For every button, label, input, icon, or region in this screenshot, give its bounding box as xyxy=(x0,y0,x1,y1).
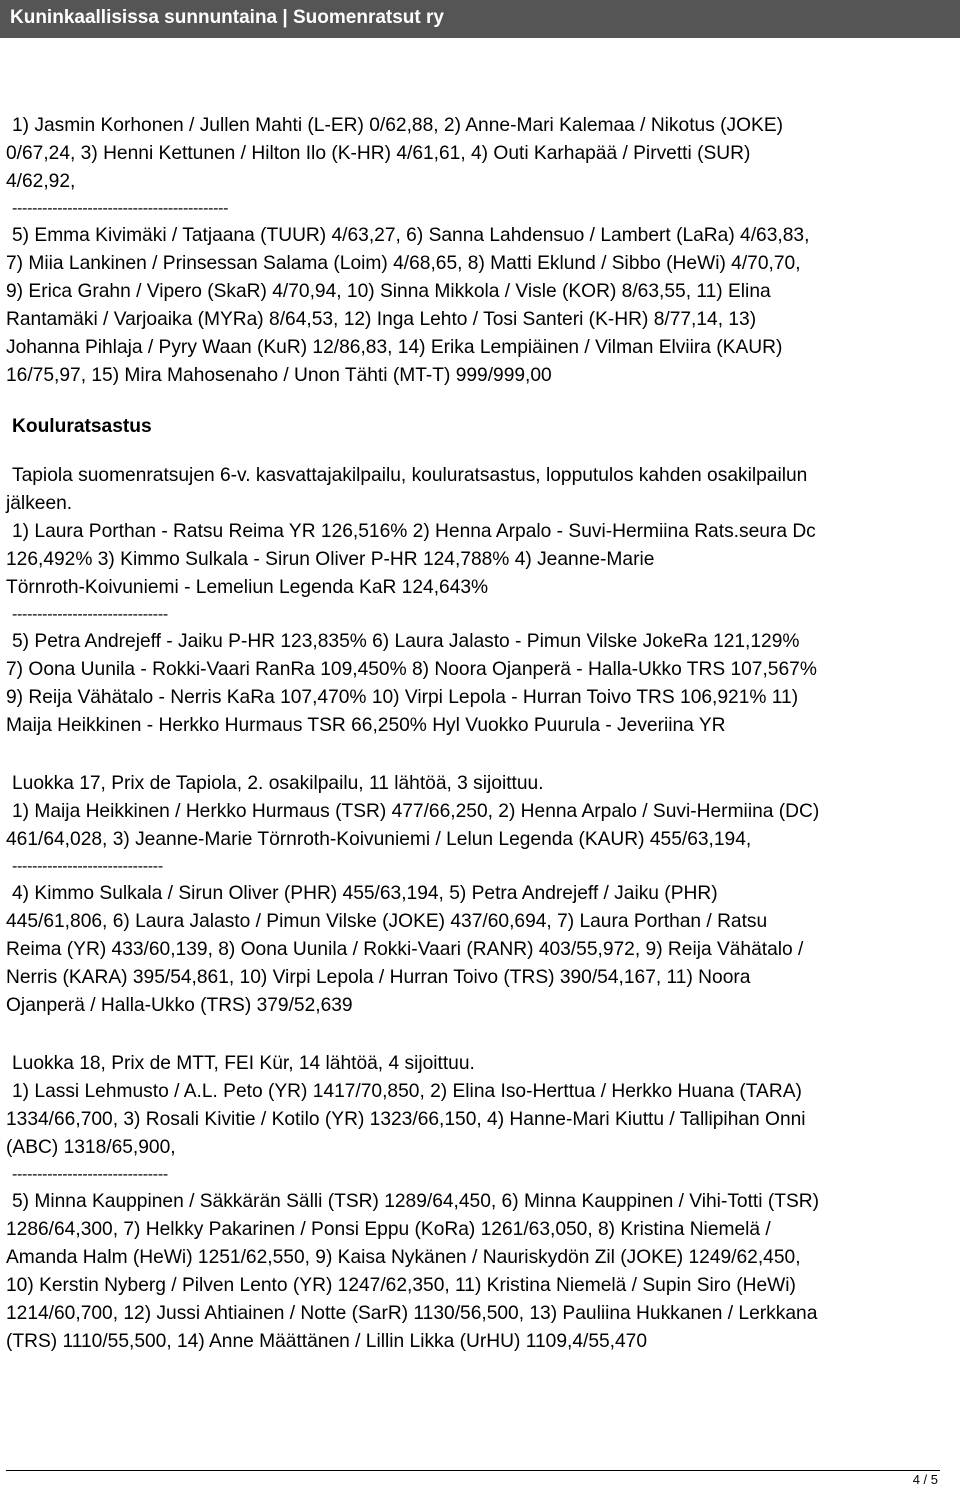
separator-line: ------------------------------- xyxy=(12,1166,168,1183)
text-line: Rantamäki / Varjoaika (MYRa) 8/64,53, 12) Inga Lehto / Tosi Santeri (K-HR) 8/77,14, 13) xyxy=(6,309,757,330)
text-line: 7) Oona Uunila - Rokki-Vaari RanRa 109,450% 8) Noora Ojanperä - Halla-Ukko TRS 107,567% xyxy=(6,659,817,680)
text-line: 1) Lassi Lehmusto / A.L. Peto (YR) 1417/70,850, 2) Elina Iso-Herttua / Herkko Huana (TARA) xyxy=(12,1081,802,1102)
text-line: jälkeen. xyxy=(6,493,73,514)
results-section-3 xyxy=(6,770,956,1020)
class-title: Luokka 18, Prix de MTT, FEI Kür, 14 lähtöä, 4 sijoittuu. xyxy=(12,1053,475,1074)
page-title: Kuninkaallisissa sunnuntaina | Suomenratsut ry xyxy=(10,7,444,28)
text-line: 5) Petra Andrejeff - Jaiku P-HR 123,835% 6) Laura Jalasto - Pimun Vilske JokeRa 121,129% xyxy=(12,631,800,652)
section-heading: Kouluratsastus xyxy=(12,416,152,437)
text-line: 461/64,028, 3) Jeanne-Marie Törnroth-Koivuniemi / Lelun Legenda (KAUR) 455/63,194, xyxy=(6,829,752,850)
header-bar xyxy=(0,0,960,38)
text-line: 1286/64,300, 7) Helkky Pakarinen / Ponsi Eppu (KoRa) 1261/63,050, 8) Kristina Niemelä / xyxy=(6,1219,771,1240)
class-title: Luokka 17, Prix de Tapiola, 2. osakilpailu, 11 lähtöä, 3 sijoittuu. xyxy=(12,773,544,794)
footer-divider xyxy=(6,1470,940,1471)
document-body xyxy=(6,112,956,1356)
text-line: 7) Miia Lankinen / Prinsessan Salama (Loim) 4/68,65, 8) Matti Eklund / Sibbo (HeWi) 4/70,70, xyxy=(6,253,801,274)
text-line: Ojanperä / Halla-Ukko (TRS) 379/52,639 xyxy=(6,995,353,1016)
text-line: Törnroth-Koivuniemi - Lemeliun Legenda KaR 124,643% xyxy=(6,577,489,598)
text-line: Nerris (KARA) 395/54,861, 10) Virpi Lepola / Hurran Toivo (TRS) 390/54,167, 11) Noora xyxy=(6,967,751,988)
text-line: 10) Kerstin Nyberg / Pilven Lento (YR) 1247/62,350, 11) Kristina Niemelä / Supin Siro (HeWi) xyxy=(6,1275,796,1296)
text-line: 5) Emma Kivimäki / Tatjaana (TUUR) 4/63,27, 6) Sanna Lahdensuo / Lambert (LaRa) 4/63,83, xyxy=(12,225,810,246)
text-line: 126,492% 3) Kimmo Sulkala - Sirun Oliver P-HR 124,788% 4) Jeanne-Marie xyxy=(6,549,655,570)
text-line: 1) Maija Heikkinen / Herkko Hurmaus (TSR) 477/66,250, 2) Henna Arpalo / Suvi-Hermiina (DC) xyxy=(12,801,820,822)
text-line: Amanda Halm (HeWi) 1251/62,550, 9) Kaisa Nykänen / Nauriskydön Zil (JOKE) 1249/62,450, xyxy=(6,1247,801,1268)
text-line: Reima (YR) 433/60,139, 8) Oona Uunila / Rokki-Vaari (RANR) 403/55,972, 9) Reija Vähätalo / xyxy=(6,939,804,960)
text-line: 4) Kimmo Sulkala / Sirun Oliver (PHR) 455/63,194, 5) Petra Andrejeff / Jaiku (PHR) xyxy=(12,883,718,904)
text-line: (ABC) 1318/65,900, xyxy=(6,1137,176,1158)
results-section-1 xyxy=(6,112,956,390)
results-section-2 xyxy=(6,406,956,740)
text-line: 5) Minna Kauppinen / Säkkärän Sälli (TSR) 1289/64,450, 6) Minna Kauppinen / Vihi-Totti (TSR) xyxy=(12,1191,820,1212)
text-line: 1) Jasmin Korhonen / Jullen Mahti (L-ER) 0/62,88, 2) Anne-Mari Kalemaa / Nikotus (JOKE) xyxy=(12,115,784,136)
text-line: 0/67,24, 3) Henni Kettunen / Hilton Ilo (K-HR) 4/61,61, 4) Outi Karhapää / Pirvetti (SUR) xyxy=(6,143,751,164)
text-line: 1214/60,700, 12) Jussi Ahtiainen / Notte (SarR) 1130/56,500, 13) Pauliina Hukkanen / Lerkkana xyxy=(6,1303,818,1324)
text-line: 1334/66,700, 3) Rosali Kivitie / Kotilo (YR) 1323/66,150, 4) Hanne-Mari Kiuttu / Tallipihan Onni xyxy=(6,1109,806,1130)
text-line: 4/62,92, xyxy=(6,171,76,192)
text-line: 445/61,806, 6) Laura Jalasto / Pimun Vilske (JOKE) 437/60,694, 7) Laura Porthan / Ratsu xyxy=(6,911,768,932)
separator-line: ------------------------------ xyxy=(12,858,163,875)
text-line: 16/75,97, 15) Mira Mahosenaho / Unon Tähti (MT-T) 999/999,00 xyxy=(6,365,552,386)
text-line: 9) Reija Vähätalo - Nerris KaRa 107,470% 10) Virpi Lepola - Hurran Toivo TRS 106,921% 11) xyxy=(6,687,799,708)
text-line: 1) Laura Porthan - Ratsu Reima YR 126,516% 2) Henna Arpalo - Suvi-Hermiina Rats.seura Dc xyxy=(12,521,816,542)
text-line: Maija Heikkinen - Herkko Hurmaus TSR 66,250% Hyl Vuokko Puurula - Jeveriina YR xyxy=(6,715,726,736)
separator-line: ------------------------------- xyxy=(12,606,168,623)
results-section-4 xyxy=(6,1050,956,1356)
text-line: Tapiola suomenratsujen 6-v. kasvattajakilpailu, kouluratsastus, lopputulos kahden osakilpailun xyxy=(12,465,808,486)
text-line: Johanna Pihlaja / Pyry Waan (KuR) 12/86,83, 14) Erika Lempiäinen / Vilman Elviira (KAUR) xyxy=(6,337,783,358)
page-number: 4 / 5 xyxy=(912,1472,938,1487)
text-line: (TRS) 1110/55,500, 14) Anne Määttänen / Lillin Likka (UrHU) 1109,4/55,470 xyxy=(6,1331,648,1352)
separator-line: ------------------------------------------- xyxy=(12,200,229,217)
text-line: 9) Erica Grahn / Vipero (SkaR) 4/70,94, 10) Sinna Mikkola / Visle (KOR) 8/63,55, 11) Elina xyxy=(6,281,771,302)
